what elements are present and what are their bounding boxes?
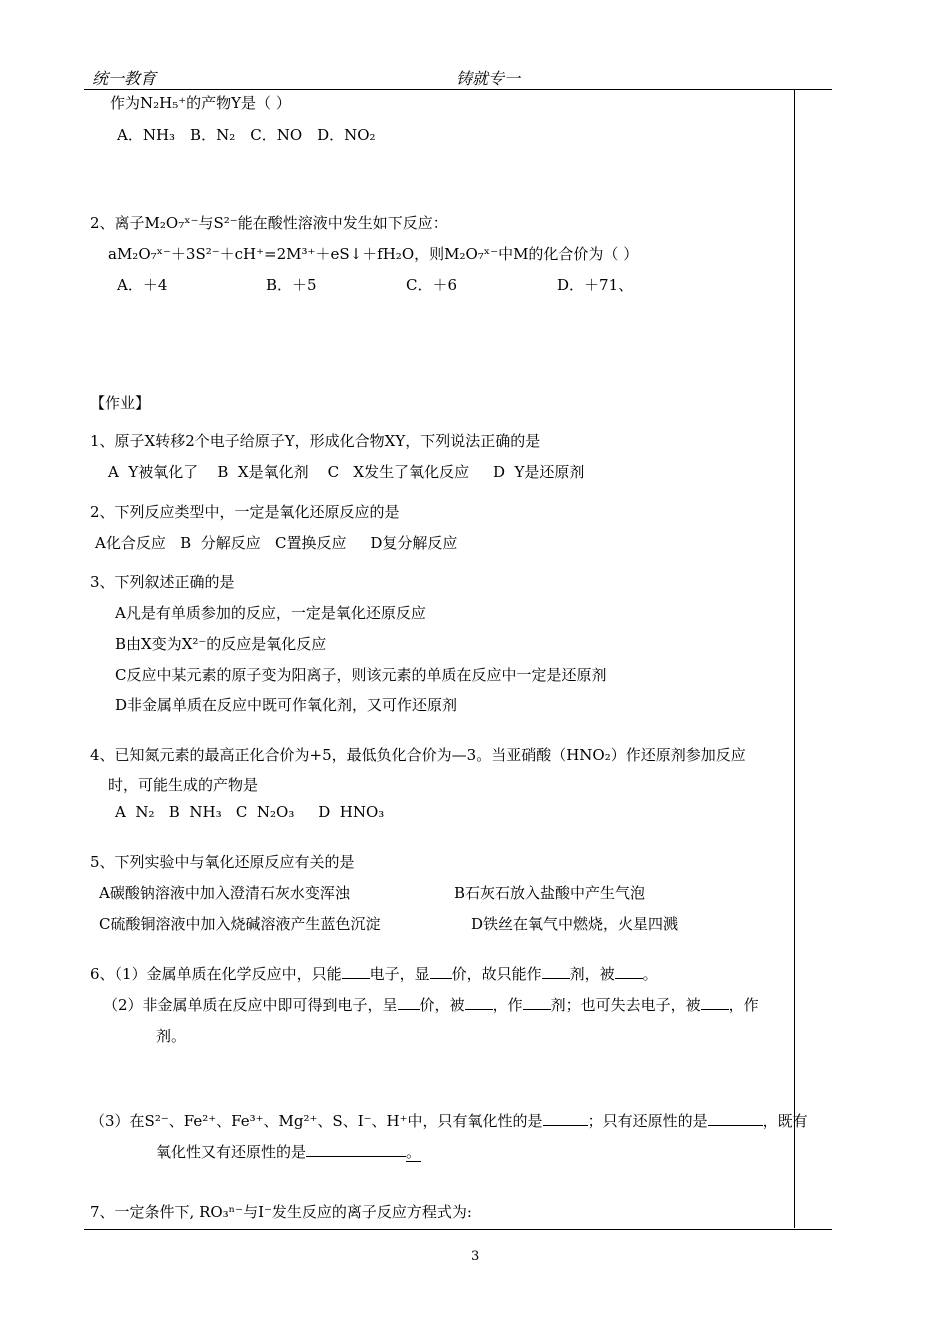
h3-option-c: C反应中某元素的原子变为阳离子，则该元素的单质在反应中一定是还原剂 xyxy=(115,666,607,684)
h6-p3-text-c: ，既有 xyxy=(762,1112,808,1130)
h6-blank-6[interactable] xyxy=(465,994,493,1010)
h6-blank-11[interactable] xyxy=(306,1141,406,1157)
prev-question-options: A．NH₃ B．N₂ C．NO D．NO₂ xyxy=(117,126,376,144)
h6-part3-cont xyxy=(156,1141,421,1162)
h4-stem: 4、已知氮元素的最高正化合价为+5，最低负化合价为—3。当亚硝酸（HNO₂）作还原剂参加反应 xyxy=(90,746,746,764)
q2-option-d: D．＋71、 xyxy=(557,276,634,294)
header-right: 铸就专一 xyxy=(456,69,521,88)
q2-equation: aM₂O₇ˣ⁻＋3S²⁻＋cH⁺=2M³⁺＋eS↓＋fH₂O，则M₂O₇ˣ⁻中M的化合价为（ ） xyxy=(108,245,639,263)
h6-p1-text-e: 。 xyxy=(642,965,658,983)
q2-option-a: A．＋4 xyxy=(117,276,168,294)
h3-stem: 3、下列叙述正确的是 xyxy=(90,573,235,591)
h6-blank-4[interactable] xyxy=(615,963,643,979)
h5-option-d: D铁丝在氧气中燃烧，火星四溅 xyxy=(471,915,679,933)
h3-option-a: A凡是有单质参加的反应，一定是氧化还原反应 xyxy=(115,604,426,622)
h6-p3-text-end: 。 xyxy=(406,1143,422,1161)
h1-stem: 1、原子X转移2个电子给原子Y，形成化合物XY，下列说法正确的是 xyxy=(90,432,541,450)
margin-line xyxy=(794,90,795,1228)
h6-blank-2[interactable] xyxy=(430,963,452,979)
header-left: 统一教育 xyxy=(92,69,157,88)
h6-blank-9[interactable] xyxy=(543,1110,588,1126)
h6-blank-5[interactable] xyxy=(398,994,420,1010)
h6-p2-text-d: 剂；也可失去电子，被 xyxy=(550,996,701,1014)
h6-part2 xyxy=(103,994,759,1015)
h6-p2-text-a: （2）非金属单质在反应中即可得到电子，呈 xyxy=(103,996,398,1014)
h5-option-c: C硫酸铜溶液中加入烧碱溶液产生蓝色沉淀 xyxy=(99,915,381,933)
h1-options: A Y被氧化了 B X是氧化剂 C X发生了氧化反应 D Y是还原剂 xyxy=(108,463,585,481)
h6-p3-text-a: （3）在S²⁻、Fe²⁺、Fe³⁺、Mg²⁺、S、I⁻、H⁺中，只有氧化性的是 xyxy=(90,1112,543,1130)
h3-option-d: D非金属单质在反应中既可作氧化剂，又可作还原剂 xyxy=(115,696,458,714)
h6-p2-text-b: 价，被 xyxy=(419,996,465,1014)
h6-blank-7[interactable] xyxy=(523,994,551,1010)
h2-stem: 2、下列反应类型中，一定是氧化还原反应的是 xyxy=(90,503,400,521)
h3-option-b: B由X变为X²⁻的反应是氧化反应 xyxy=(115,635,327,653)
h6-blank-1[interactable] xyxy=(342,963,370,979)
footer-rule xyxy=(84,1229,832,1230)
q2-option-c: C．＋6 xyxy=(406,276,458,294)
h7-stem: 7、一定条件下, RO₃ⁿ⁻与I⁻发生反应的离子反应方程式为: xyxy=(90,1203,472,1221)
h6-p3-text-b: ；只有还原性的是 xyxy=(587,1112,708,1130)
homework-title: 【作业】 xyxy=(90,394,151,412)
h6-p1-text-c: 价，故只能作 xyxy=(451,965,542,983)
h6-p2-text-c: ，作 xyxy=(492,996,523,1014)
h4-options: A N₂ B NH₃ C N₂O₃ D HNO₃ xyxy=(115,803,385,821)
h2-options: A化合反应 B 分解反应 C置换反应 D复分解反应 xyxy=(95,534,458,552)
h6-part2-cont: 剂。 xyxy=(156,1027,187,1045)
h6-p1-text-a: 6、（1）金属单质在化学反应中，只能 xyxy=(90,965,342,983)
h6-part3 xyxy=(90,1110,808,1131)
h4-stem-cont: 时，可能生成的产物是 xyxy=(108,776,259,794)
header-rule xyxy=(84,89,832,90)
h6-p2-text-e: ，作 xyxy=(728,996,759,1014)
h6-blank-8[interactable] xyxy=(701,994,729,1010)
h6-p1-text-b: 电子，显 xyxy=(369,965,430,983)
h6-p3-text-cont: 氧化性又有还原性的是 xyxy=(156,1143,307,1161)
h5-option-b: B石灰石放入盐酸中产生气泡 xyxy=(454,884,646,902)
h6-p1-text-d: 剂，被 xyxy=(569,965,615,983)
h5-option-a: A碳酸钠溶液中加入澄清石灰水变浑浊 xyxy=(99,884,350,902)
h5-stem: 5、下列实验中与氧化还原反应有关的是 xyxy=(90,853,355,871)
h6-blank-10[interactable] xyxy=(708,1110,763,1126)
q2-stem: 2、离子M₂O₇ˣ⁻与S²⁻能在酸性溶液中发生如下反应： xyxy=(90,214,448,232)
page-number: 3 xyxy=(471,1249,480,1264)
h6-part1 xyxy=(90,963,658,984)
q2-option-b: B．＋5 xyxy=(266,276,317,294)
prev-question-line: 作为N₂H₅⁺的产物Y是（ ） xyxy=(110,94,291,112)
h6-blank-3[interactable] xyxy=(542,963,570,979)
